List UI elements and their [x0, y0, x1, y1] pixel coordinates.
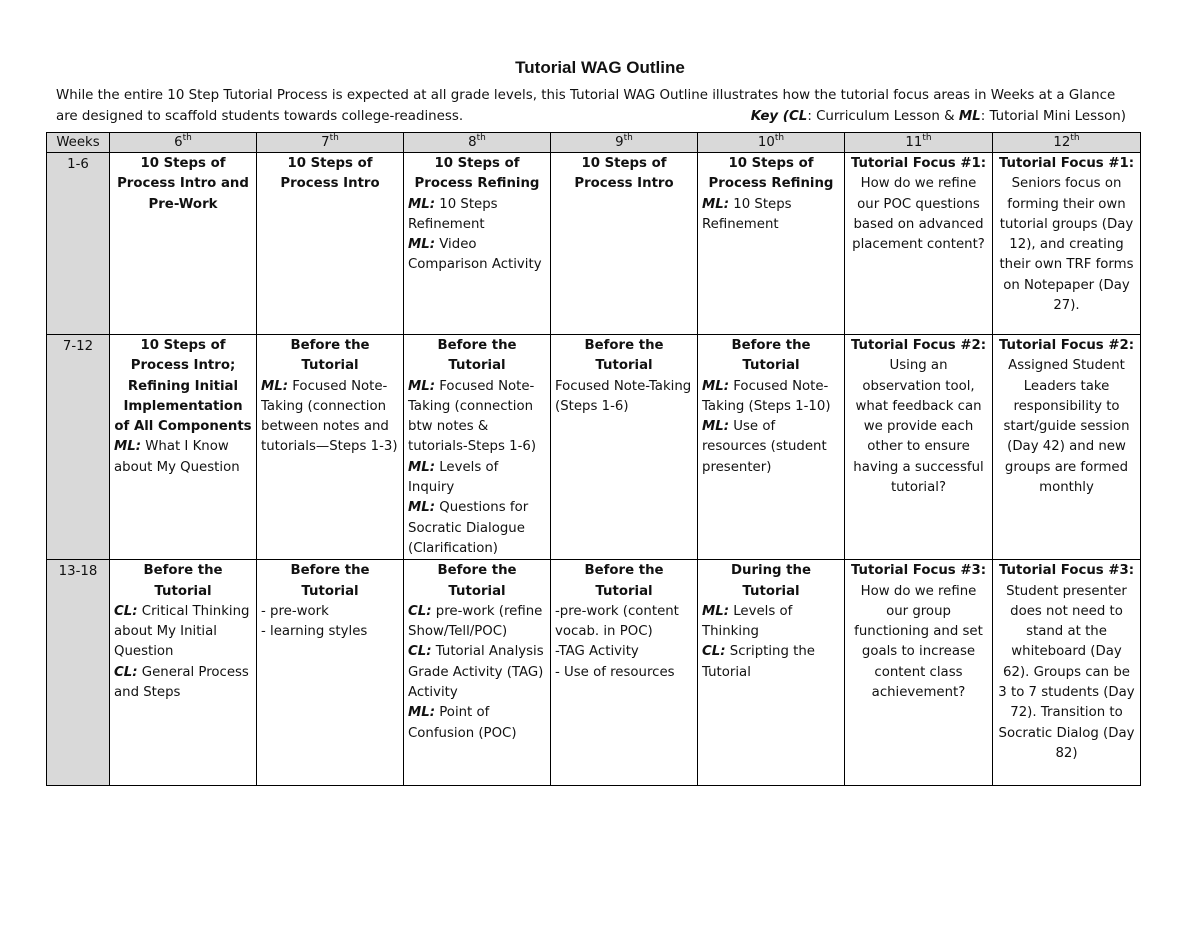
grade-cell	[110, 335, 257, 560]
grade-cell	[698, 335, 845, 560]
cell-text: Student presenter does not need to stand at the whiteboard (Day 62). Groups can be 3 to 7 students (Day 72). Transition to Socratic Dialog (Day 82)	[998, 583, 1135, 761]
cell-content	[555, 153, 693, 195]
lesson-text: Levels of Inquiry	[408, 459, 499, 496]
cell-heading: Tutorial Focus #1:	[998, 156, 1135, 171]
key-legend	[751, 107, 1126, 128]
grade-cell	[404, 153, 551, 335]
grade-cell	[845, 335, 993, 560]
table-row	[47, 335, 1141, 560]
lesson-item	[702, 377, 840, 418]
cell-content	[261, 560, 399, 642]
grade-sup: th	[1070, 132, 1080, 143]
grade-num: 9	[615, 135, 624, 150]
cell-heading: Before the Tutorial	[143, 563, 223, 599]
grade-num: 11	[905, 135, 923, 150]
lesson-prefix: CL:	[114, 664, 138, 680]
lesson-prefix: ML:	[702, 378, 730, 394]
grade-cell	[845, 153, 993, 335]
grade-sup: th	[182, 132, 192, 143]
lesson-text: Point of Confusion (POC)	[408, 705, 517, 741]
grade-num: 6	[174, 135, 183, 150]
cell-heading: Tutorial Focus #2:	[998, 338, 1135, 353]
grade-sup: th	[623, 132, 633, 143]
grade-header-6	[110, 133, 257, 153]
weeks-header: Weeks	[47, 133, 110, 153]
cell-content	[408, 335, 546, 559]
lesson-prefix: ML:	[114, 439, 142, 455]
cell-content	[555, 335, 693, 417]
grade-cell	[993, 153, 1141, 335]
lesson-prefix: ML:	[408, 459, 436, 475]
grade-cell	[110, 153, 257, 335]
cell-heading: Tutorial Focus #2:	[850, 338, 987, 353]
cell-content	[408, 560, 546, 744]
lesson-text: General Process and Steps	[114, 664, 249, 701]
grade-header-12	[993, 133, 1141, 153]
intro-line-2	[56, 107, 1126, 128]
page-title: Tutorial WAG Outline	[515, 58, 685, 77]
lesson-prefix: ML:	[408, 500, 436, 516]
grade-header-7	[257, 133, 404, 153]
weeks-cell: 1-6	[47, 153, 110, 335]
weeks-cell: 7-12	[47, 335, 110, 560]
cell-content	[702, 153, 840, 235]
lesson-text: 10 Steps Refinement	[408, 196, 498, 232]
lesson-text: Focused Note-Taking (connection btw notes & tutorials-Steps 1-6)	[408, 378, 537, 455]
grade-header-8	[404, 133, 551, 153]
lesson-item	[702, 417, 840, 478]
cell-text: - pre-work	[261, 603, 329, 619]
cell-content	[997, 560, 1136, 764]
grade-cell	[993, 335, 1141, 560]
grade-sup: th	[774, 132, 785, 143]
grade-cell	[698, 153, 845, 335]
cell-heading: 10 Steps of Process Refining	[414, 156, 540, 192]
cell-heading: Tutorial Focus #1:	[850, 156, 987, 171]
grade-cell	[845, 560, 993, 786]
lesson-item	[408, 458, 546, 499]
cell-text: Using an observation tool, what feedback can we provide each other to ensure having a successful tutorial?	[853, 358, 984, 496]
cell-content	[261, 335, 399, 458]
grade-header-10	[698, 133, 845, 153]
lesson-text: Focused Note-Taking (Steps 1-10)	[702, 378, 831, 414]
cell-content	[997, 335, 1136, 498]
lesson-text: Questions for Socratic Dialogue (Clarification)	[408, 500, 529, 556]
lesson-item	[408, 235, 546, 276]
cell-content	[261, 153, 399, 195]
cell-content	[114, 153, 252, 215]
cell-heading: 10 Steps of Process Intro and Pre-Work	[117, 156, 249, 212]
lesson-text: What I Know about My Question	[114, 439, 240, 475]
cell-content	[114, 335, 252, 478]
cell-heading: Before the Tutorial	[437, 338, 517, 374]
key-cl-text: : Curriculum Lesson &	[807, 108, 959, 124]
weeks-cell: 13-18	[47, 560, 110, 786]
lesson-prefix: ML:	[702, 419, 730, 435]
lesson-text: Scripting the Tutorial	[702, 644, 815, 680]
grade-cell	[257, 153, 404, 335]
lesson-item	[408, 498, 546, 559]
cell-heading: 10 Steps of Process Intro	[280, 156, 380, 192]
cell-text: - Use of resources	[555, 664, 675, 680]
cell-heading: Before the Tutorial	[437, 563, 517, 599]
intro-line-2-text: are designed to scaffold students towards college-readiness.	[56, 108, 464, 124]
cell-heading: Before the Tutorial	[290, 338, 370, 374]
lesson-text: Tutorial Analysis Grade Activity (TAG) Activity	[408, 644, 544, 701]
grade-cell	[551, 335, 698, 560]
lesson-prefix: CL:	[408, 603, 432, 619]
cell-content	[849, 560, 988, 703]
cell-text: How do we refine our POC questions based on advanced placement content?	[852, 176, 985, 253]
cell-heading: 10 Steps of Process Intro	[574, 156, 674, 192]
grade-cell	[257, 335, 404, 560]
grade-header-9	[551, 133, 698, 153]
lesson-item	[408, 377, 546, 458]
cell-text: Seniors focus on forming their own tutorial groups (Day 12), and creating their own TRF forms on Notepaper (Day 27).	[999, 176, 1134, 314]
lesson-prefix: ML:	[702, 196, 730, 212]
cell-content	[702, 560, 840, 683]
grade-num: 10	[757, 135, 775, 150]
cell-content	[555, 560, 693, 683]
lesson-item	[261, 377, 399, 458]
lesson-prefix: ML:	[408, 196, 436, 212]
grade-cell	[551, 560, 698, 786]
intro-line-1: While the entire 10 Step Tutorial Process is expected at all grade levels, this Tutorial WAG Outline illustrates how the tutorial focus areas in Weeks at a Glance	[56, 88, 1116, 103]
cell-content	[849, 335, 988, 498]
header-row	[47, 133, 1141, 153]
cell-text: Assigned Student Leaders take responsibility to start/guide session (Day 42) and new groups are formed monthly	[1003, 358, 1130, 496]
grade-cell	[110, 560, 257, 786]
lesson-prefix: ML:	[408, 705, 436, 721]
lesson-prefix: ML:	[408, 378, 436, 394]
lesson-item	[702, 195, 840, 236]
cell-heading: Before the Tutorial	[584, 563, 664, 599]
grade-cell	[698, 560, 845, 786]
table-body	[47, 153, 1141, 786]
grade-sup: th	[476, 132, 486, 143]
grade-num: 8	[468, 135, 477, 150]
table-row	[47, 153, 1141, 335]
cell-heading: Before the Tutorial	[584, 338, 664, 374]
lesson-prefix: CL:	[408, 644, 432, 660]
cell-content	[408, 153, 546, 276]
intro-paragraph	[56, 86, 1126, 127]
key-cl: CL	[788, 108, 808, 124]
lesson-text: Focused Note-Taking (connection between notes and tutorials—Steps 1-3)	[261, 378, 398, 455]
key-open: Key (	[750, 108, 789, 124]
lesson-text: pre-work (refine Show/Tell/POC)	[408, 603, 543, 640]
cell-text: -pre-work (content vocab. in POC)	[555, 603, 679, 640]
cell-text: -TAG Activity	[555, 644, 639, 660]
grade-num: 12	[1053, 135, 1071, 150]
lesson-item	[408, 703, 546, 744]
lesson-text: Levels of Thinking	[702, 603, 793, 640]
cell-heading: 10 Steps of Process Refining	[708, 156, 834, 192]
cell-heading: Tutorial Focus #3:	[850, 563, 987, 579]
lesson-prefix: CL:	[114, 603, 138, 619]
cell-heading: 10 Steps of Process Intro; Refining Initial Implementation of All Components	[114, 338, 252, 435]
grade-sup: th	[329, 132, 339, 143]
wag-outline-table	[46, 132, 1141, 786]
grade-cell	[551, 153, 698, 335]
grade-header-11	[845, 133, 993, 153]
grade-cell	[404, 335, 551, 560]
lesson-item	[702, 642, 840, 683]
grade-cell	[404, 560, 551, 786]
lesson-item	[408, 642, 546, 703]
cell-content	[849, 153, 988, 255]
cell-heading: Before the Tutorial	[290, 563, 370, 599]
grade-cell	[993, 560, 1141, 786]
lesson-prefix: ML:	[702, 603, 730, 619]
lesson-text: 10 Steps Refinement	[702, 196, 792, 232]
lesson-text: Critical Thinking about My Initial Question	[114, 603, 250, 660]
cell-content	[702, 335, 840, 478]
cell-heading: Tutorial Focus #3:	[998, 563, 1135, 579]
grade-num: 7	[321, 135, 330, 150]
key-ml: ML	[958, 108, 981, 124]
lesson-item	[114, 437, 252, 478]
cell-content	[114, 560, 252, 703]
lesson-prefix: CL:	[702, 644, 726, 660]
grade-sup: th	[922, 132, 932, 143]
cell-text: - learning styles	[261, 624, 368, 640]
lesson-prefix: ML:	[261, 378, 289, 394]
cell-text: How do we refine our group functioning and set goals to increase content class achievement?	[854, 583, 983, 701]
lesson-item	[408, 195, 546, 236]
lesson-item	[114, 602, 252, 663]
cell-heading: Before the Tutorial	[731, 338, 811, 374]
cell-heading: During the Tutorial	[730, 563, 812, 599]
lesson-item	[408, 602, 546, 643]
grade-cell	[257, 560, 404, 786]
cell-text: Focused Note-Taking (Steps 1-6)	[555, 378, 692, 414]
table-row	[47, 560, 1141, 786]
lesson-text: Video Comparison Activity	[408, 237, 542, 273]
lesson-item	[114, 663, 252, 704]
cell-content	[997, 153, 1136, 316]
lesson-prefix: ML:	[408, 237, 436, 253]
lesson-text: Use of resources (student presenter)	[702, 419, 827, 475]
lesson-item	[702, 602, 840, 643]
key-ml-text: : Tutorial Mini Lesson)	[980, 108, 1126, 124]
